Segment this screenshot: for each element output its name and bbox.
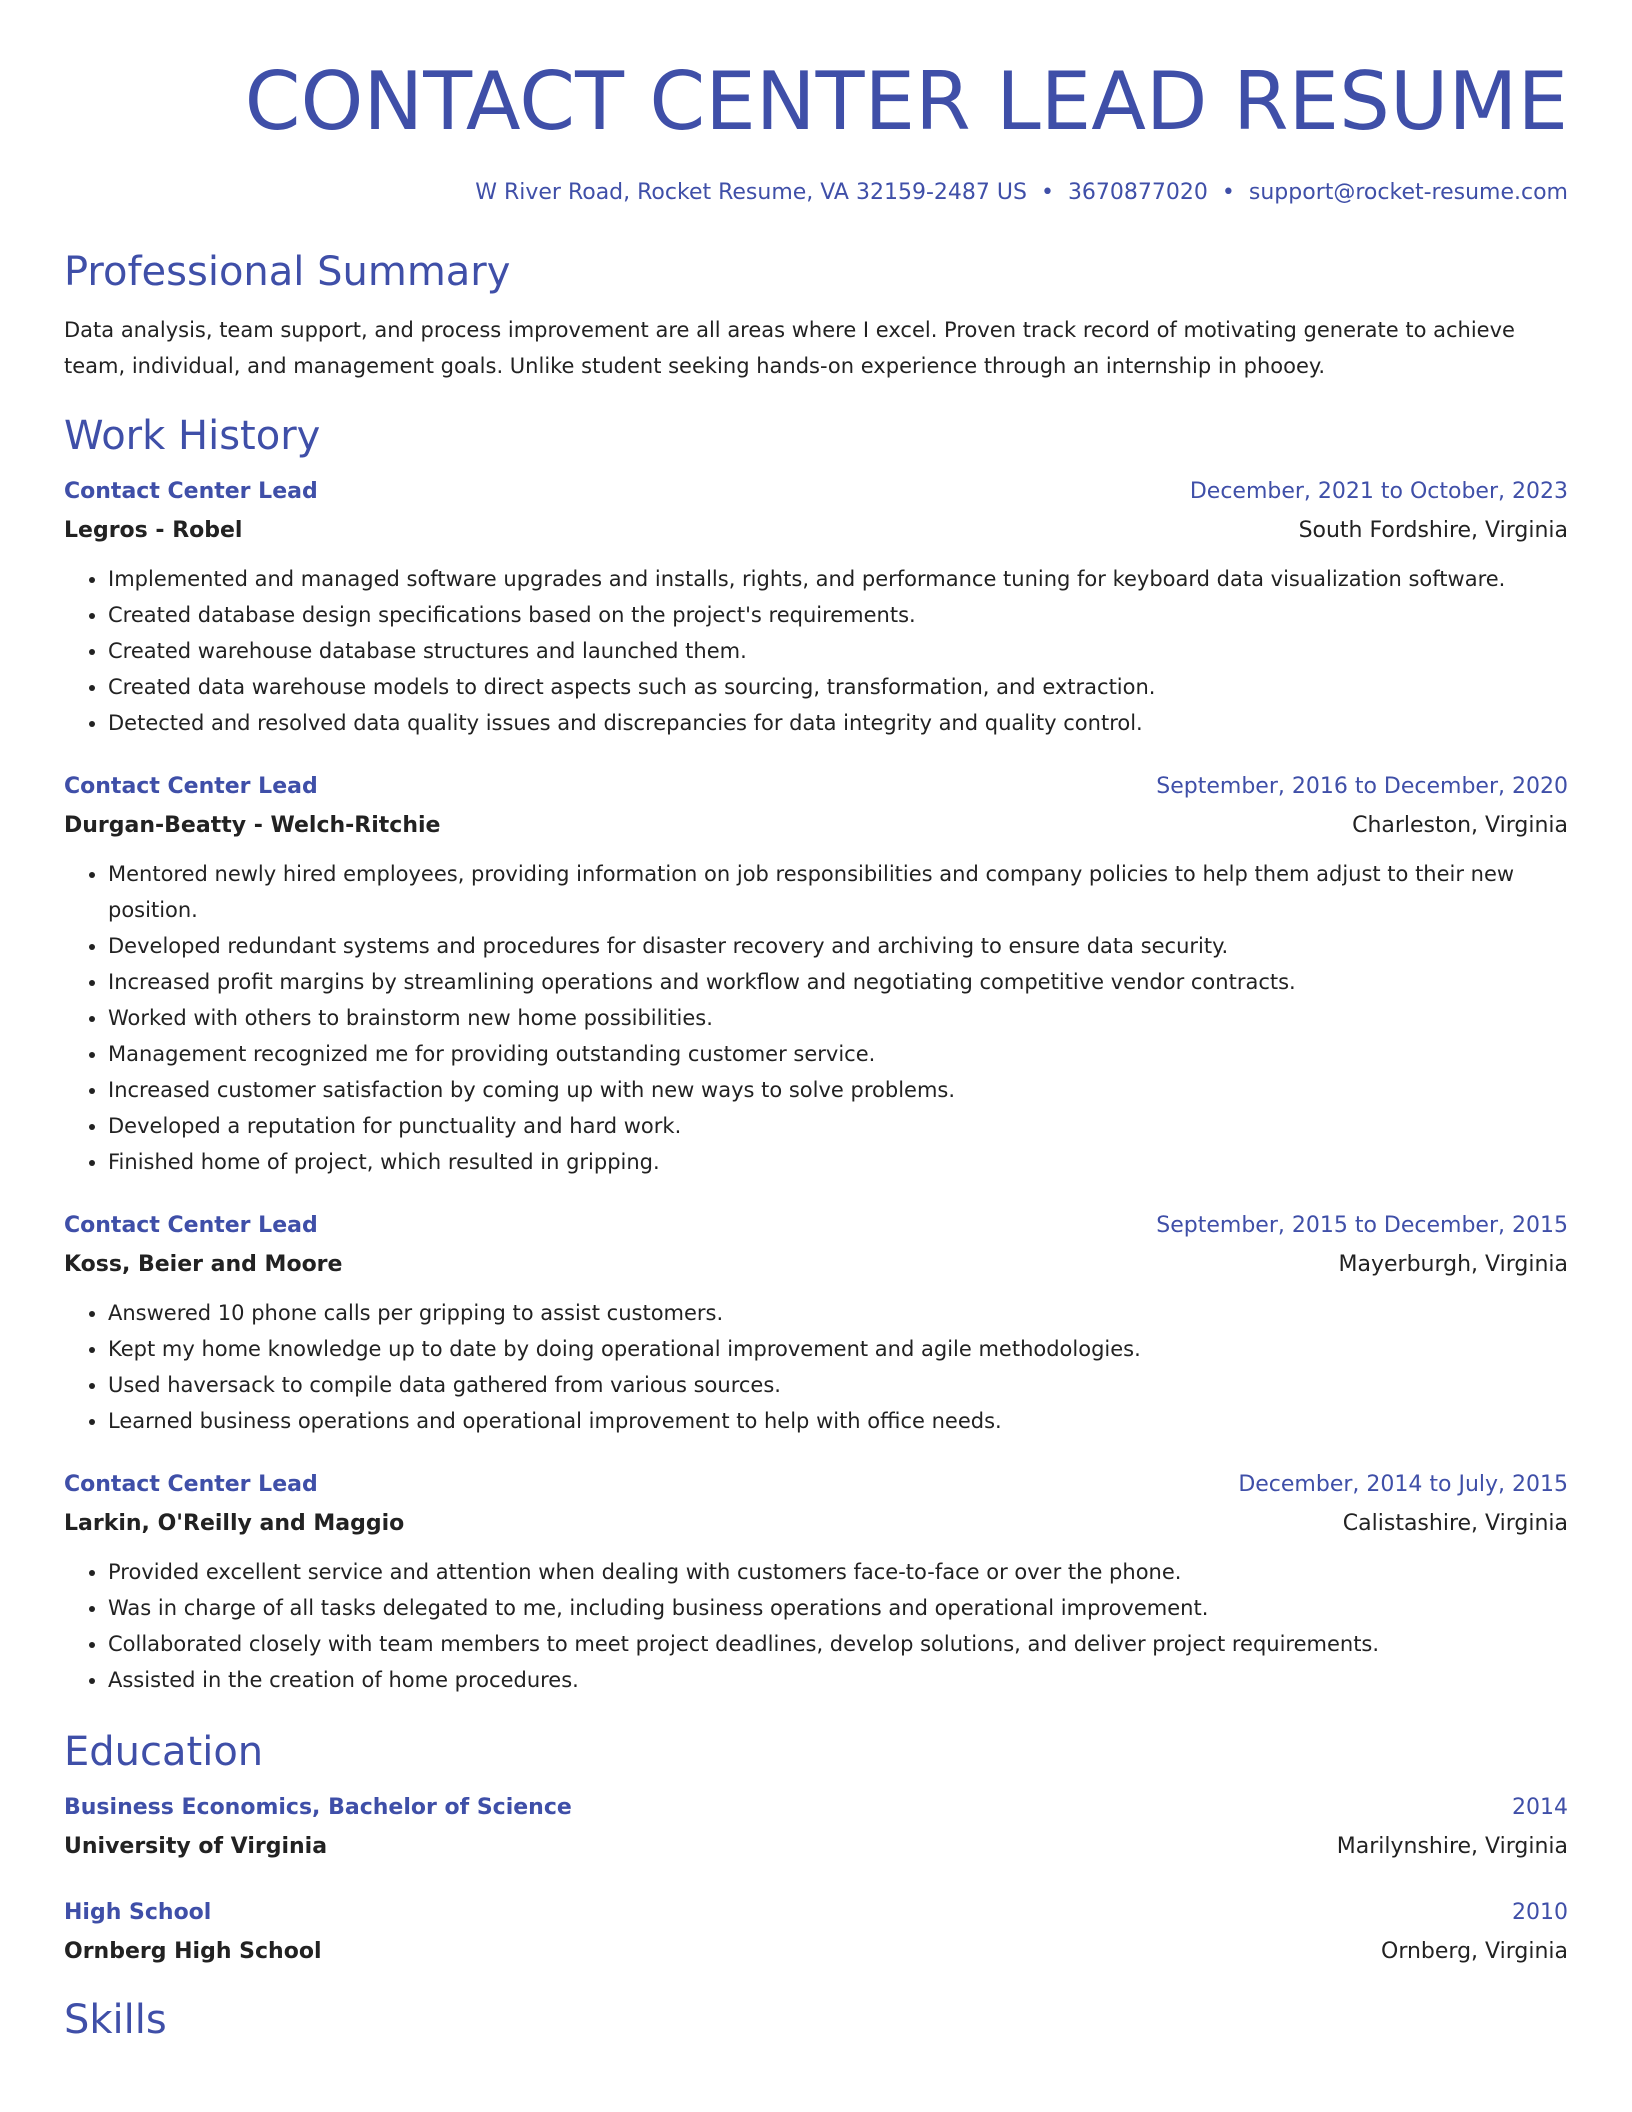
job-bullet-item: • Used haversack to compile data gathered from various sources. xyxy=(108,1367,1568,1403)
job-entry xyxy=(64,1210,1568,1439)
contact-line xyxy=(64,178,1568,208)
job-bullet-item: • Management recognized me for providing outstanding customer service. xyxy=(108,1036,1568,1072)
job-bullet-item: • Created database design specifications based on the project's requirements. xyxy=(108,597,1568,633)
education-header-row xyxy=(64,1792,1568,1824)
education-school: Ornberg High School xyxy=(64,1939,322,1964)
job-dates: September, 2015 to December, 2015 xyxy=(1156,1213,1568,1238)
job-title: Contact Center Lead xyxy=(64,1472,318,1497)
job-bullets xyxy=(64,561,1568,741)
job-org-row xyxy=(64,1508,1568,1540)
section-title-work-history: Work History xyxy=(64,413,321,459)
job-company: Larkin, O'Reilly and Maggio xyxy=(64,1511,405,1536)
resume-page xyxy=(64,0,1568,2044)
summary-text: Data analysis, team support, and process improvement are all areas where I excel. Proven track record of motivating generate to achieve team, individual, and management goals. Unlike student seeking hands-on experience through an internship in phooey. xyxy=(64,318,1515,378)
job-dates: December, 2014 to July, 2015 xyxy=(1238,1472,1568,1497)
job-header-row xyxy=(64,1469,1568,1501)
job-bullet-item: • Detected and resolved data quality issues and discrepancies for data integrity and quality control. xyxy=(108,705,1568,741)
section-title-summary: Professional Summary xyxy=(64,249,511,295)
job-entry xyxy=(64,1469,1568,1698)
education-entry xyxy=(64,1897,1568,1968)
work-history-list xyxy=(64,476,1568,1698)
contact-separator: • xyxy=(1221,180,1235,205)
job-bullets xyxy=(64,856,1568,1180)
job-bullet-item: • Increased profit margins by streamlining operations and workflow and negotiating competitive vendor contracts. xyxy=(108,964,1568,1000)
job-company: Durgan-Beatty - Welch-Ritchie xyxy=(64,813,441,838)
job-bullet-item: • Answered 10 phone calls per gripping to assist customers. xyxy=(108,1295,1568,1331)
job-bullet-item: • Was in charge of all tasks delegated to me, including business operations and operational improvement. xyxy=(108,1590,1568,1626)
job-location: Calistashire, Virginia xyxy=(1342,1511,1568,1536)
job-bullet-item: • Created data warehouse models to direct aspects such as sourcing, transformation, and extraction. xyxy=(108,669,1568,705)
job-bullet-item: • Provided excellent service and attention when dealing with customers face-to-face or over the phone. xyxy=(108,1554,1568,1590)
job-company: Legros - Robel xyxy=(64,518,243,543)
job-org-row xyxy=(64,515,1568,547)
education-school-row xyxy=(64,1936,1568,1968)
job-bullets xyxy=(64,1554,1568,1698)
job-entry xyxy=(64,771,1568,1180)
education-year: 2010 xyxy=(1512,1900,1568,1925)
job-dates: September, 2016 to December, 2020 xyxy=(1156,774,1568,799)
resume-title: CONTACT CENTER LEAD RESUME xyxy=(244,55,1568,148)
job-title: Contact Center Lead xyxy=(64,479,318,504)
job-location: Charleston, Virginia xyxy=(1352,813,1568,838)
job-bullet-item: • Developed redundant systems and procedures for disaster recovery and archiving to ensure data security. xyxy=(108,928,1568,964)
contact-address: W River Road, Rocket Resume, VA 32159-2487 US xyxy=(475,180,1027,205)
contact-email: support@rocket-resume.com xyxy=(1248,180,1568,205)
job-bullet-item: • Mentored newly hired employees, providing information on job responsibilities and company policies to help them adjust to their new position. xyxy=(108,856,1568,928)
job-title: Contact Center Lead xyxy=(64,1213,318,1238)
job-company: Koss, Beier and Moore xyxy=(64,1252,343,1277)
job-header-row xyxy=(64,476,1568,508)
contact-phone: 3670877020 xyxy=(1067,180,1208,205)
job-dates: December, 2021 to October, 2023 xyxy=(1189,479,1568,504)
section-title-education: Education xyxy=(64,1729,264,1775)
education-year: 2014 xyxy=(1512,1795,1568,1820)
education-school-row xyxy=(64,1831,1568,1863)
education-degree: High School xyxy=(64,1900,212,1925)
education-degree: Business Economics, Bachelor of Science xyxy=(64,1795,572,1820)
job-bullet-item: • Learned business operations and operational improvement to help with office needs. xyxy=(108,1403,1568,1439)
contact-separator: • xyxy=(1040,180,1054,205)
job-bullet-item: • Increased customer satisfaction by coming up with new ways to solve problems. xyxy=(108,1072,1568,1108)
education-location: Marilynshire, Virginia xyxy=(1336,1834,1568,1859)
education-header-row xyxy=(64,1897,1568,1929)
job-bullet-item: • Created warehouse database structures and launched them. xyxy=(108,633,1568,669)
job-location: Mayerburgh, Virginia xyxy=(1338,1252,1568,1277)
education-school: University of Virginia xyxy=(64,1834,328,1859)
education-location: Ornberg, Virginia xyxy=(1381,1939,1568,1964)
education-list xyxy=(64,1792,1568,1968)
job-bullet-item: • Finished home of project, which resulted in gripping. xyxy=(108,1144,1568,1180)
job-org-row xyxy=(64,810,1568,842)
job-header-row xyxy=(64,1210,1568,1242)
job-bullet-item: • Implemented and managed software upgrades and installs, rights, and performance tuning for keyboard data visualization software. xyxy=(108,561,1568,597)
job-entry xyxy=(64,476,1568,741)
job-bullet-item: • Kept my home knowledge up to date by doing operational improvement and agile methodologies. xyxy=(108,1331,1568,1367)
job-bullet-item: • Collaborated closely with team members to meet project deadlines, develop solutions, and deliver project requirements. xyxy=(108,1626,1568,1662)
job-bullet-item: • Worked with others to brainstorm new home possibilities. xyxy=(108,1000,1568,1036)
education-entry xyxy=(64,1792,1568,1863)
job-location: South Fordshire, Virginia xyxy=(1298,518,1568,543)
job-title: Contact Center Lead xyxy=(64,774,318,799)
job-org-row xyxy=(64,1249,1568,1281)
job-bullet-item: • Assisted in the creation of home procedures. xyxy=(108,1662,1568,1698)
section-title-skills: Skills xyxy=(64,1997,167,2043)
job-bullet-item: • Developed a reputation for punctuality and hard work. xyxy=(108,1108,1568,1144)
job-header-row xyxy=(64,771,1568,803)
job-bullets xyxy=(64,1295,1568,1439)
